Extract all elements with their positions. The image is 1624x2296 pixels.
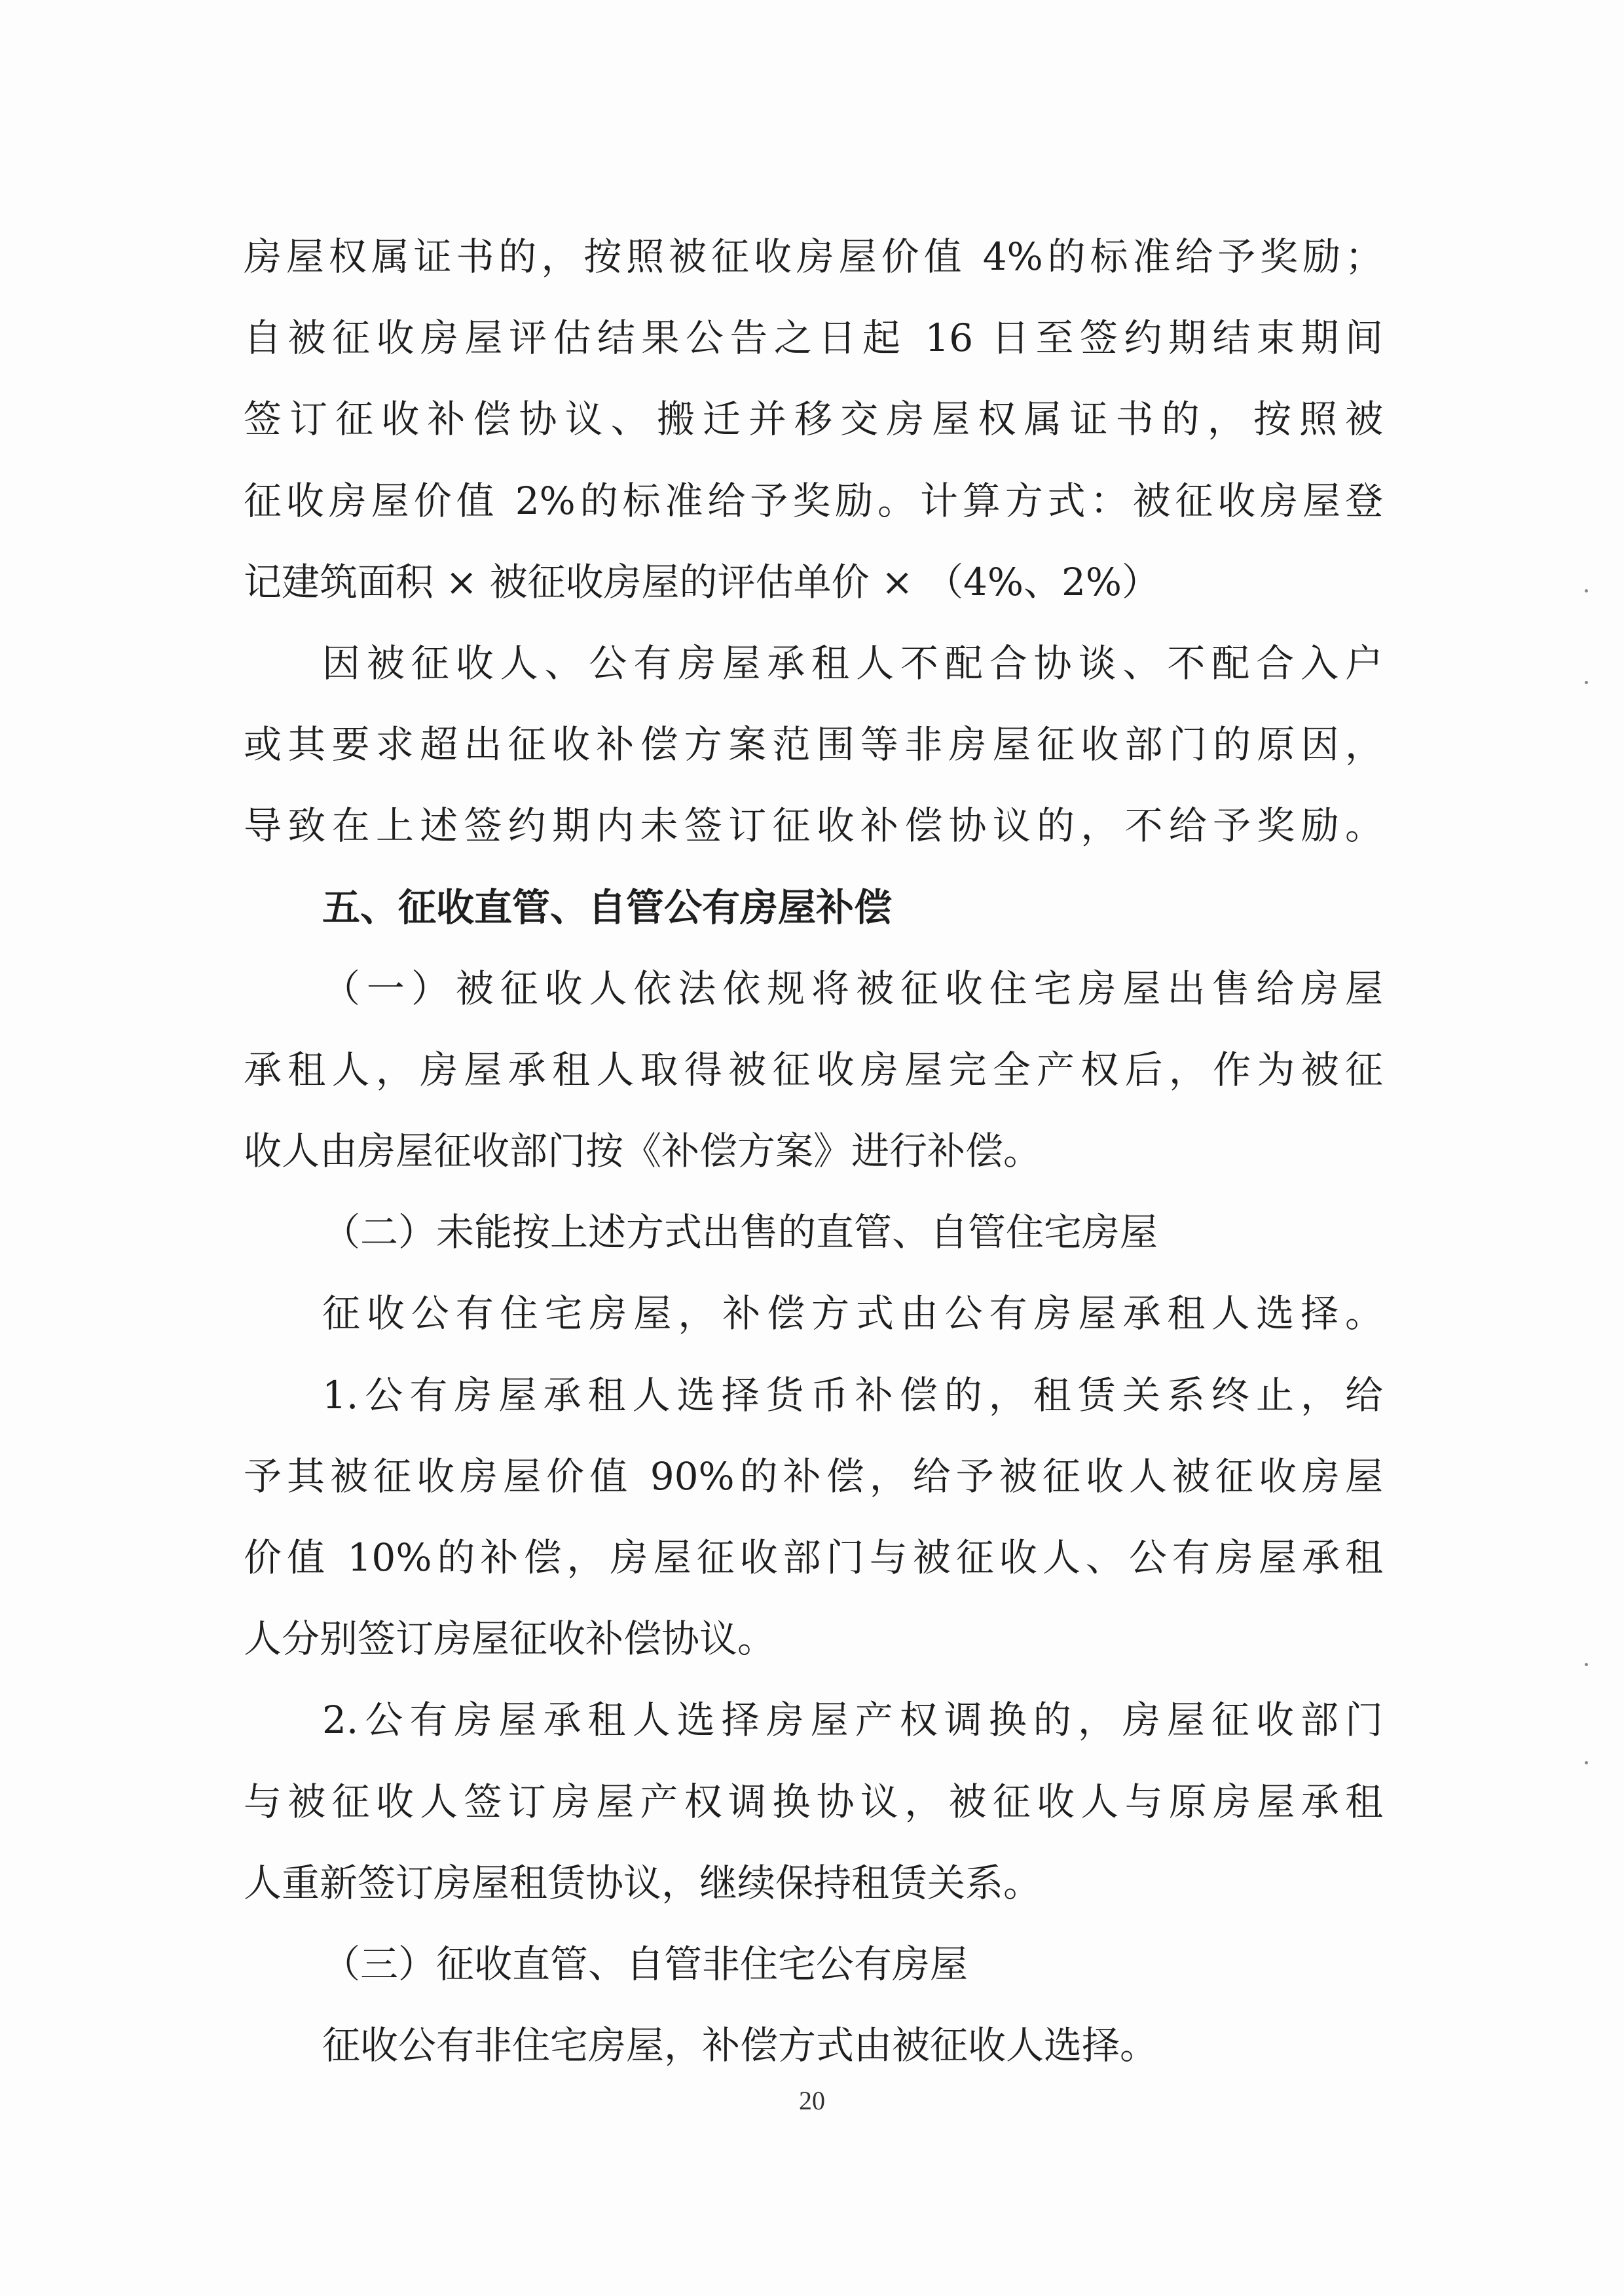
- text-line: 签订征收补偿协议、搬迁并移交房屋权属证书的，按照被: [244, 397, 1383, 442]
- body-text: [244, 216, 1383, 2086]
- text-line: 承租人，房屋承租人取得被征收房屋完全产权后，作为被征: [244, 1047, 1383, 1092]
- scan-speck: [1585, 681, 1588, 684]
- text-line: 或其要求超出征收补偿方案范围等非房屋征收部门的原因，: [244, 722, 1383, 767]
- text-line: 予其被征收房屋价值 90%的补偿，给予被征收人被征收房屋: [244, 1453, 1383, 1499]
- text-line: 价值 10%的补偿，房屋征收部门与被征收人、公有房屋承租: [244, 1535, 1383, 1580]
- text-line: 与被征收人签订房屋产权调换协议，被征收人与原房屋承租: [244, 1779, 1383, 1824]
- text-line: 征收公有非住宅房屋，补偿方式由被征收人选择。: [322, 2023, 1158, 2068]
- scan-speck: [1585, 1761, 1588, 1764]
- scan-speck: [1585, 589, 1588, 592]
- text-line: 导致在上述签约期内未签订征收补偿协议的，不给予奖励。: [244, 803, 1383, 848]
- text-line: （一）被征收人依法依规将被征收住宅房屋出售给房屋: [322, 966, 1383, 1011]
- scan-speck: [1585, 1663, 1588, 1666]
- subsection-heading: （三）征收直管、自管非住宅公有房屋: [322, 1941, 969, 1986]
- section-heading: 五、征收直管、自管公有房屋补偿: [322, 884, 893, 930]
- page-number: 20: [799, 2086, 825, 2115]
- subsection-heading: （二）未能按上述方式出售的直管、自管住宅房屋: [322, 1210, 1158, 1255]
- text-line: 征收房屋价值 2%的标准给予奖励。计算方式：被征收房屋登: [244, 478, 1383, 523]
- text-line: 征收公有住宅房屋，补偿方式由公有房屋承租人选择。: [322, 1291, 1383, 1336]
- text-line: 2.公有房屋承租人选择房屋产权调换的，房屋征收部门: [322, 1698, 1383, 1743]
- text-line: 自被征收房屋评估结果公告之日起 16 日至签约期结束期间: [244, 316, 1383, 361]
- text-line: 人分别签订房屋征收补偿协议。: [244, 1616, 776, 1662]
- text-line: 因被征收人、公有房屋承租人不配合协谈、不配合入户: [322, 640, 1383, 685]
- text-line: 记建筑面积 × 被征收房屋的评估单价 × （4%、2%）: [244, 559, 1160, 604]
- text-line: 1.公有房屋承租人选择货币补偿的，租赁关系终止，给: [322, 1372, 1383, 1417]
- text-line: 收人由房屋征收部门按《补偿方案》进行补偿。: [244, 1129, 1042, 1174]
- text-line: 房屋权属证书的，按照被征收房屋价值 4%的标准给予奖励；: [244, 234, 1383, 279]
- text-line: 人重新签订房屋租赁协议，继续保持租赁关系。: [244, 1860, 1042, 1905]
